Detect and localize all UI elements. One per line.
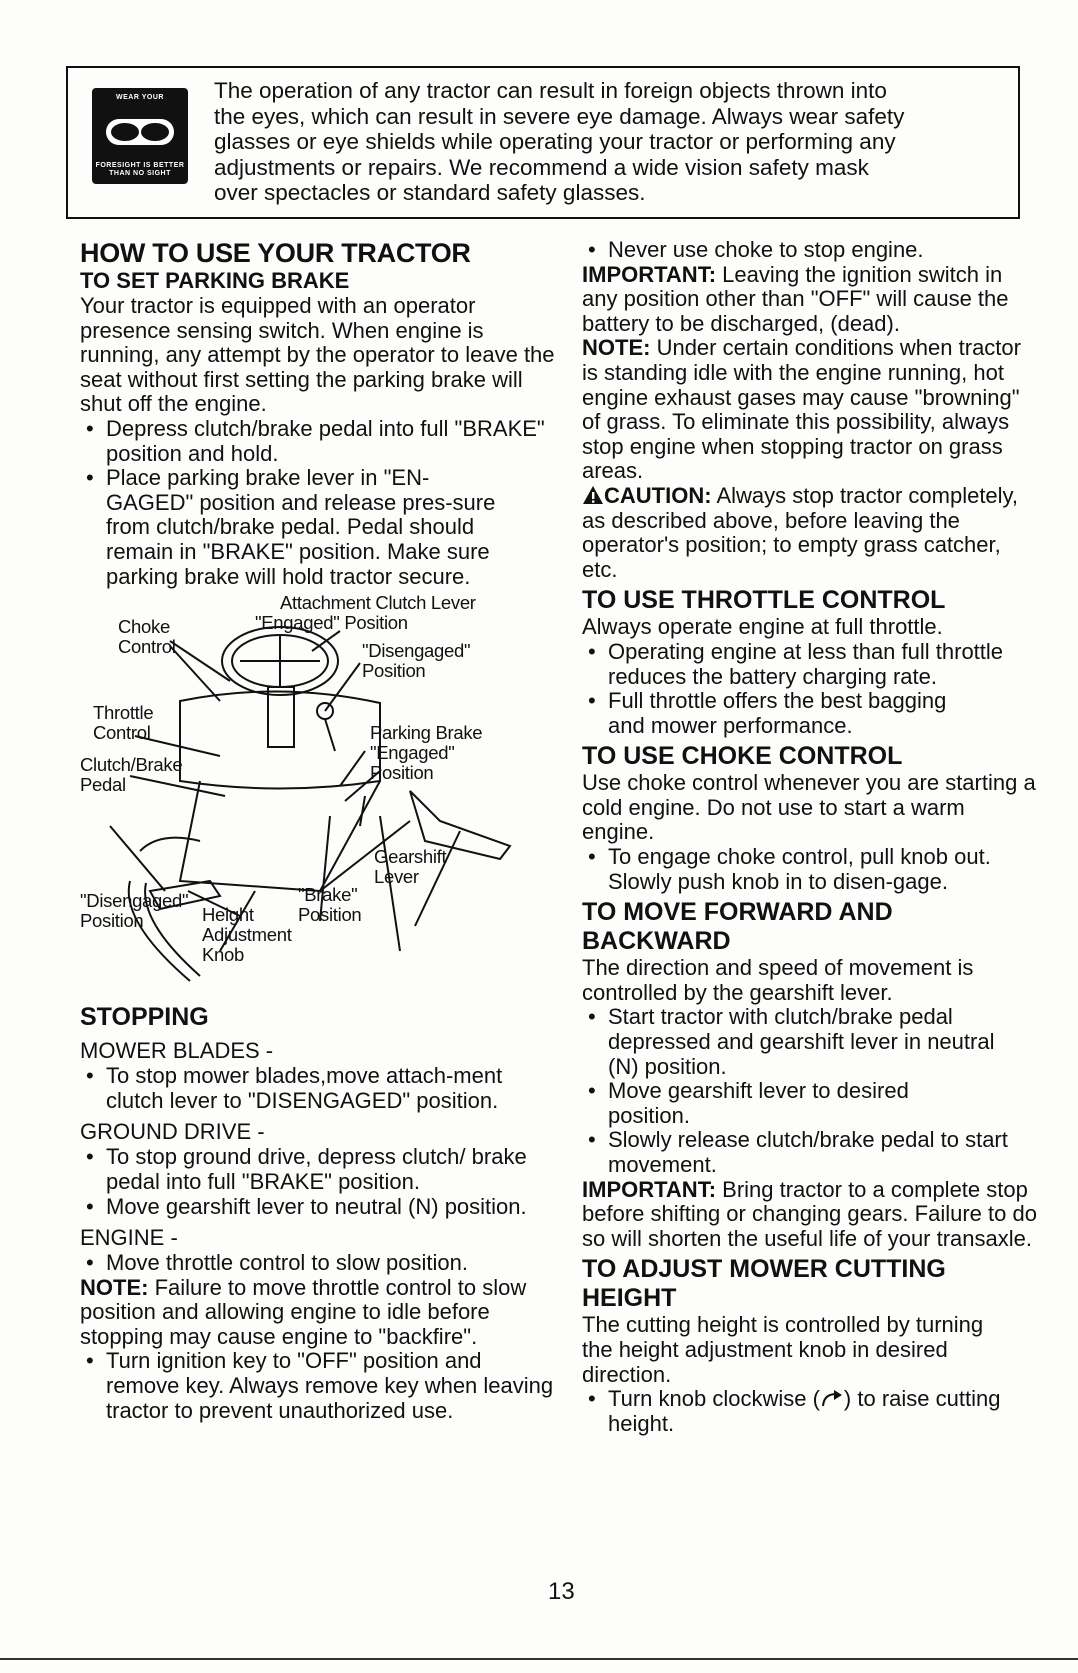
safety-glasses-icon <box>92 88 188 184</box>
list-item: • To stop ground drive, depress clutch/ brake pedal into full "BRAKE" position. <box>80 1145 560 1194</box>
label-parking-brake: Parking Brake <box>370 722 483 744</box>
parking-brake-text: Your tractor is equipped with an operator presence sensing switch. When engine is running, any attempt by the operator to leave the seat without first setting the parking brake will shut off the engine. <box>80 293 555 417</box>
list-item: • Never use choke to stop engine. <box>582 238 1042 263</box>
label-parking-engaged: "Engaged" <box>370 742 455 764</box>
label-disengaged-bottom-position: Position <box>80 910 144 932</box>
warning-line: over spectacles or standard safety glasses. <box>214 180 646 205</box>
stopping-note <box>80 1276 560 1350</box>
note-browning <box>582 336 1042 484</box>
cutting-height-text: The cutting height is controlled by turning the height adjustment knob in desired direction. <box>582 1312 984 1387</box>
list-item: • Start tractor with clutch/brake pedal depressed and gearshift lever in neutral (N) position. <box>582 1005 1008 1079</box>
caution-label: CAUTION: <box>604 482 712 508</box>
label-knob: Knob <box>202 944 245 966</box>
warning-text <box>214 78 1004 206</box>
list-item: • Depress clutch/brake pedal into full "BRAKE" position and hold. <box>80 417 560 466</box>
bottom-rule <box>0 1658 1078 1660</box>
engine-heading: ENGINE - <box>80 1225 178 1251</box>
cutting-height-heading: TO ADJUST MOWER CUTTING HEIGHT <box>582 1255 946 1313</box>
safety-warning-box <box>66 66 1020 219</box>
important-text: Leaving the ignition switch in any position other than "OFF" will cause the battery to be discharged, (dead). <box>582 261 1009 336</box>
bullet-text-post: ) to raise cutting height. <box>608 1386 1001 1436</box>
note-text: Under certain conditions when tractor is standing idle with the engine running, hot engine exhaust gases may cause "browning" of grass. To eliminate this possibility, always stop engine when stopping tractor on grass areas. <box>582 335 1021 484</box>
important-label: IMPORTANT: <box>582 1176 717 1202</box>
bullet-text-pre: Turn knob clockwise ( <box>608 1386 820 1412</box>
ground-drive-heading: GROUND DRIVE - <box>80 1119 265 1145</box>
label-parking-position: Position <box>370 762 434 784</box>
caution-paragraph <box>582 484 1042 582</box>
note-label: NOTE: <box>582 335 651 361</box>
icon-text-bottom: FORESIGHT IS BETTER THAN NO SIGHT <box>95 162 185 177</box>
throttle-text: Always operate engine at full throttle. <box>582 614 943 640</box>
list-item <box>582 1387 1008 1436</box>
throttle-heading: TO USE THROTTLE CONTROL <box>582 586 946 615</box>
label-throttle-control: Control <box>93 722 151 744</box>
tractor-controls-diagram <box>80 591 550 999</box>
label-adjustment: Adjustment <box>202 924 292 946</box>
caution-text: Always stop tractor completely, as described above, before leaving the operator's position; to empty grass catcher, etc. <box>582 482 1019 582</box>
parking-brake-heading: TO SET PARKING BRAKE <box>80 268 350 293</box>
label-choke: Choke <box>118 616 170 638</box>
label-engaged-position: "Engaged" Position <box>255 612 408 634</box>
warning-line: glasses or eye shields while operating your tractor or performing any <box>214 129 896 154</box>
warning-line: adjustments or repairs. We recommend a wide vision safety mask <box>214 154 869 180</box>
label-disengaged-bottom: "Disengaged" <box>80 890 189 912</box>
page-number: 13 <box>548 1578 575 1605</box>
stopping-heading: STOPPING <box>80 1003 209 1032</box>
note-label: NOTE: <box>80 1274 149 1300</box>
list-item: • To engage choke control, pull knob out. Slowly push knob in to disen-gage. <box>582 845 998 894</box>
label-disengaged: "Disengaged" <box>362 640 471 662</box>
glasses-icon <box>104 115 176 149</box>
icon-text-top: WEAR YOUR <box>116 94 164 101</box>
important-ignition <box>582 263 1042 337</box>
right-column <box>582 238 1042 1436</box>
label-disengaged-position: Position <box>362 660 426 682</box>
label-gearshift-lever: Lever <box>374 866 419 888</box>
important-text: Bring tractor to a complete stop before shifting or changing gears. Failure to do so will shorten the useful life of your transaxle. <box>582 1176 1037 1251</box>
label-clutch-brake: Clutch/Brake <box>80 754 183 776</box>
move-text: The direction and speed of movement is controlled by the gearshift lever. <box>582 955 974 1005</box>
choke-heading: TO USE CHOKE CONTROL <box>582 742 903 771</box>
label-height: Height <box>202 904 254 926</box>
important-label: IMPORTANT: <box>582 261 717 287</box>
label-brake-position: Position <box>298 904 362 926</box>
choke-text: Use choke control whenever you are starting a cold engine. Do not use to start a warm engine. <box>582 770 1036 845</box>
label-choke-control: Control <box>118 636 176 658</box>
list-item: • Move gearshift lever to neutral (N) position. <box>80 1195 560 1220</box>
label-pedal: Pedal <box>80 774 126 796</box>
label-brake: "Brake" <box>298 884 358 906</box>
list-item: • Full throttle offers the best bagging and mower performance. <box>582 689 988 738</box>
move-heading: TO MOVE FORWARD AND BACKWARD <box>582 898 893 956</box>
note-text: Failure to move throttle control to slow position and allowing engine to idle before stopping may cause engine to "backfire". <box>80 1274 527 1349</box>
list-item: • To stop mower blades,move attach-ment clutch lever to "DISENGAGED" position. <box>80 1064 526 1113</box>
section-title: HOW TO USE YOUR TRACTOR <box>80 238 471 268</box>
important-gears <box>582 1178 1042 1252</box>
caution-triangle-icon <box>582 485 604 505</box>
list-item: • Turn ignition key to "OFF" position and remove key. Always remove key when leaving tractor to prevent unauthorized use. <box>80 1349 560 1423</box>
mower-blades-heading: MOWER BLADES - <box>80 1038 274 1064</box>
warning-line: the eyes, which can result in severe eye damage. Always wear safety <box>214 103 905 129</box>
left-column <box>80 238 560 1423</box>
warning-line: The operation of any tractor can result in foreign objects thrown into <box>214 78 887 103</box>
label-attachment-clutch: Attachment Clutch Lever <box>280 592 476 614</box>
list-item: • Move throttle control to slow position. <box>80 1251 560 1276</box>
list-item: • Place parking brake lever in "EN-GAGED" position and release pres-sure from clutch/brake pedal. Pedal should remain in "BRAKE" position. Make sure parking brake will hold tractor secure. <box>80 466 506 589</box>
clockwise-arrow-icon <box>820 1390 844 1408</box>
list-item: • Operating engine at less than full throttle reduces the battery charging rate. <box>582 640 1042 689</box>
list-item: • Slowly release clutch/brake pedal to start movement. <box>582 1128 1008 1177</box>
label-gearshift: Gearshift <box>374 846 447 868</box>
list-item: • Move gearshift lever to desired position. <box>582 1079 988 1128</box>
label-throttle: Throttle <box>93 702 154 724</box>
